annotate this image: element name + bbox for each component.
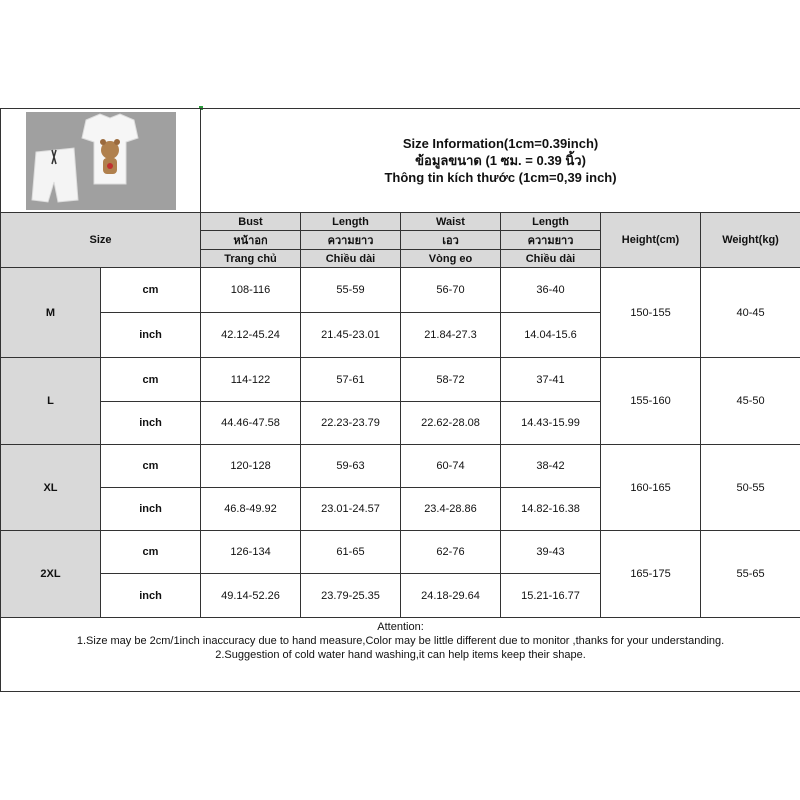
value-cell: 23.79-25.35 bbox=[301, 574, 401, 618]
value-cell: 24.18-29.64 bbox=[401, 574, 501, 618]
attention-note bbox=[1, 618, 800, 692]
value-cell: 44.46-47.58 bbox=[201, 402, 301, 445]
value-cell: 49.14-52.26 bbox=[201, 574, 301, 618]
value-cell: 36-40 bbox=[501, 268, 601, 313]
value-cell: 126-134 bbox=[201, 531, 301, 574]
height-header: Height(cm) bbox=[601, 213, 701, 268]
attention-title: Attention: bbox=[377, 621, 424, 633]
unit-inch: inch bbox=[101, 313, 201, 358]
value-cell: 55-59 bbox=[301, 268, 401, 313]
unit-cm: cm bbox=[101, 531, 201, 574]
value-cell: 58-72 bbox=[401, 358, 501, 402]
weight-value: 55-65 bbox=[701, 531, 800, 618]
value-cell: 61-65 bbox=[301, 531, 401, 574]
value-cell: 22.23-23.79 bbox=[301, 402, 401, 445]
attention-line-2: 2.Suggestion of cold water hand washing,it can help items keep their shape. bbox=[215, 649, 586, 661]
size-name-l: L bbox=[1, 358, 101, 445]
height-value: 160-165 bbox=[601, 445, 701, 531]
value-cell: 23.4-28.86 bbox=[401, 488, 501, 531]
unit-inch: inch bbox=[101, 488, 201, 531]
col-bust-vi: Trang chủ bbox=[201, 250, 301, 268]
value-cell: 108-116 bbox=[201, 268, 301, 313]
unit-cm: cm bbox=[101, 358, 201, 402]
value-cell: 38-42 bbox=[501, 445, 601, 488]
table-row bbox=[1, 531, 800, 574]
value-cell: 114-122 bbox=[201, 358, 301, 402]
col-length2-en: Length bbox=[501, 213, 601, 231]
value-cell: 42.12-45.24 bbox=[201, 313, 301, 358]
weight-value: 45-50 bbox=[701, 358, 800, 445]
attention-line-1: 1.Size may be 2cm/1inch inaccuracy due to hand measure,Color may be little different due to monitor ,thanks for your understanding. bbox=[76, 635, 725, 647]
title-cell bbox=[201, 109, 800, 213]
value-cell: 56-70 bbox=[401, 268, 501, 313]
weight-header: Weight(kg) bbox=[701, 213, 800, 268]
size-table bbox=[0, 108, 800, 692]
col-length-en: Length bbox=[301, 213, 401, 231]
value-cell: 14.43-15.99 bbox=[501, 402, 601, 445]
size-header: Size bbox=[1, 213, 201, 268]
value-cell: 60-74 bbox=[401, 445, 501, 488]
col-length-vi: Chiều dài bbox=[301, 250, 401, 268]
table-row bbox=[1, 358, 800, 402]
size-name-2xl: 2XL bbox=[1, 531, 101, 618]
value-cell: 59-63 bbox=[301, 445, 401, 488]
value-cell: 22.62-28.08 bbox=[401, 402, 501, 445]
col-length2-vi: Chiều dài bbox=[501, 250, 601, 268]
unit-inch: inch bbox=[101, 574, 201, 618]
size-name-m: M bbox=[1, 268, 101, 358]
value-cell: 39-43 bbox=[501, 531, 601, 574]
title-line-vi: Thông tin kích thước (1cm=0,39 inch) bbox=[384, 170, 617, 185]
value-cell: 14.04-15.6 bbox=[501, 313, 601, 358]
table-row bbox=[1, 268, 800, 313]
col-bust-th: หน้าอก bbox=[201, 231, 301, 250]
unit-cm: cm bbox=[101, 445, 201, 488]
unit-inch: inch bbox=[101, 402, 201, 445]
value-cell: 14.82-16.38 bbox=[501, 488, 601, 531]
value-cell: 62-76 bbox=[401, 531, 501, 574]
title-line-en: Size Information(1cm=0.39inch) bbox=[402, 136, 599, 151]
value-cell: 23.01-24.57 bbox=[301, 488, 401, 531]
col-waist-en: Waist bbox=[401, 213, 501, 231]
height-value: 150-155 bbox=[601, 268, 701, 358]
value-cell: 21.84-27.3 bbox=[401, 313, 501, 358]
product-photo-cell bbox=[1, 109, 201, 213]
value-cell: 37-41 bbox=[501, 358, 601, 402]
table-row bbox=[1, 445, 800, 488]
size-chart bbox=[0, 108, 800, 690]
col-bust-en: Bust bbox=[201, 213, 301, 231]
value-cell: 57-61 bbox=[301, 358, 401, 402]
height-value: 165-175 bbox=[601, 531, 701, 618]
height-value: 155-160 bbox=[601, 358, 701, 445]
unit-cm: cm bbox=[101, 268, 201, 313]
value-cell: 15.21-16.77 bbox=[501, 574, 601, 618]
col-length-th: ความยาว bbox=[301, 231, 401, 250]
col-length2-th: ความยาว bbox=[501, 231, 601, 250]
col-waist-vi: Vòng eo bbox=[401, 250, 501, 268]
weight-value: 40-45 bbox=[701, 268, 800, 358]
value-cell: 21.45-23.01 bbox=[301, 313, 401, 358]
title-line-th: ข้อมูลขนาด (1 ซม. = 0.39 นิ้ว) bbox=[415, 153, 586, 168]
product-photo bbox=[26, 112, 176, 210]
col-waist-th: เอว bbox=[401, 231, 501, 250]
value-cell: 120-128 bbox=[201, 445, 301, 488]
outfit-illustration bbox=[26, 112, 176, 210]
value-cell: 46.8-49.92 bbox=[201, 488, 301, 531]
weight-value: 50-55 bbox=[701, 445, 800, 531]
size-name-xl: XL bbox=[1, 445, 101, 531]
